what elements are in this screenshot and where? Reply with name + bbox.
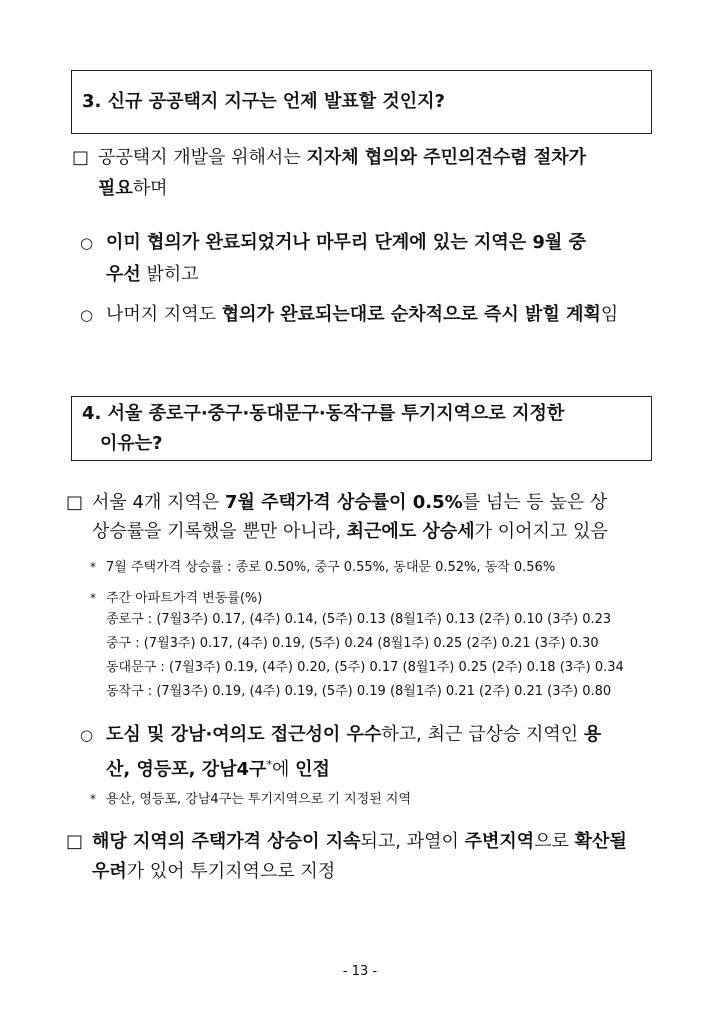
weekly-row-junggu: 중구 : (7월3주) 0.17, (4주) 0.19, (5주) 0.24 (8월1주) 0.25 (2주) 0.21 (3주) 0.30 xyxy=(106,636,599,651)
section3-heading: 3. 신규 공공택지 지구는 언제 발표할 것인지? xyxy=(82,91,445,112)
square-bullet-icon: □ xyxy=(66,831,84,852)
footnote-existing-zones: * 용산, 영등포, 강남4구는 투기지역으로 기 지정된 지역 xyxy=(90,788,411,811)
square-bullet-icon: □ xyxy=(72,147,90,168)
section3-paragraph-2-line2: 우선 밝히고 xyxy=(106,264,199,285)
asterisk-icon: * xyxy=(90,792,96,806)
section4-heading-box xyxy=(71,396,652,461)
circle-bullet-icon: ○ xyxy=(80,726,94,744)
weekly-row-dongjak: 동작구 : (7월3주) 0.19, (4주) 0.19, (5주) 0.19 (8월1주) 0.21 (2주) 0.21 (3주) 0.80 xyxy=(106,684,612,699)
section3-paragraph-1-line2: 필요하며 xyxy=(98,178,168,199)
weekly-row-jongno: 종로구 : (7월3주) 0.17, (4주) 0.14, (5주) 0.13 (8월1주) 0.13 (2주) 0.10 (3주) 0.23 xyxy=(106,612,612,627)
section4-heading-line1: 4. 서울 종로구·중구·동대문구·동작구를 투기지역으로 지정한 xyxy=(82,403,565,424)
weekly-row-dongdaemun: 동대문구 : (7월3주) 0.19, (4주) 0.20, (5주) 0.17 (8월1주) 0.25 (2주) 0.18 (3주) 0.34 xyxy=(106,660,624,675)
section3-paragraph-2-line1: ○ 이미 협의가 완료되었거나 마무리 단계에 있는 지역은 9월 중 xyxy=(80,227,586,259)
circle-bullet-icon: ○ xyxy=(80,234,94,252)
section4-paragraph-2-line1: ○ 도심 및 강남·여의도 접근성이 우수하고, 최근 급상승 지역인 용 xyxy=(80,719,601,751)
asterisk-icon: * xyxy=(90,560,96,574)
section3-heading-box xyxy=(71,70,652,134)
section4-paragraph-2-line2: 산, 영등포, 강남4구*에 인접 xyxy=(106,758,330,780)
section4-paragraph-3-line1: □ 해당 지역의 주택가격 상승이 지속되고, 과열이 주변지역으로 확산될 xyxy=(66,826,627,858)
section4-heading-line2: 이유는? xyxy=(100,433,163,454)
section4-paragraph-1-line2: 상승률을 기록했을 뿐만 아니라, 최근에도 상승세가 이어지고 있음 xyxy=(92,521,608,542)
section4-paragraph-3-line2: 우려가 있어 투기지역으로 지정 xyxy=(92,861,336,882)
section3-paragraph-1-line1: □ 공공택지 개발을 위해서는 지자체 협의와 주민의견수렴 절차가 xyxy=(72,142,586,174)
asterisk-icon: * xyxy=(90,591,96,605)
circle-bullet-icon: ○ xyxy=(80,306,94,324)
footnote-monthly-rates: * 7월 주택가격 상승률 : 종로 0.50%, 중구 0.55%, 동대문 0.52%, 동작 0.56% xyxy=(90,556,555,579)
page-number: - 13 - xyxy=(342,964,378,979)
section4-paragraph-1-line1: □ 서울 4개 지역은 7월 주택가격 상승률이 0.5%를 넘는 등 높은 상 xyxy=(66,487,607,519)
section3-paragraph-3: ○ 나머지 지역도 협의가 완료되는대로 순차적으로 즉시 밝힐 계획임 xyxy=(80,299,618,331)
square-bullet-icon: □ xyxy=(66,492,84,513)
footnote-weekly-title: * 주간 아파트가격 변동률(%) xyxy=(90,587,262,610)
